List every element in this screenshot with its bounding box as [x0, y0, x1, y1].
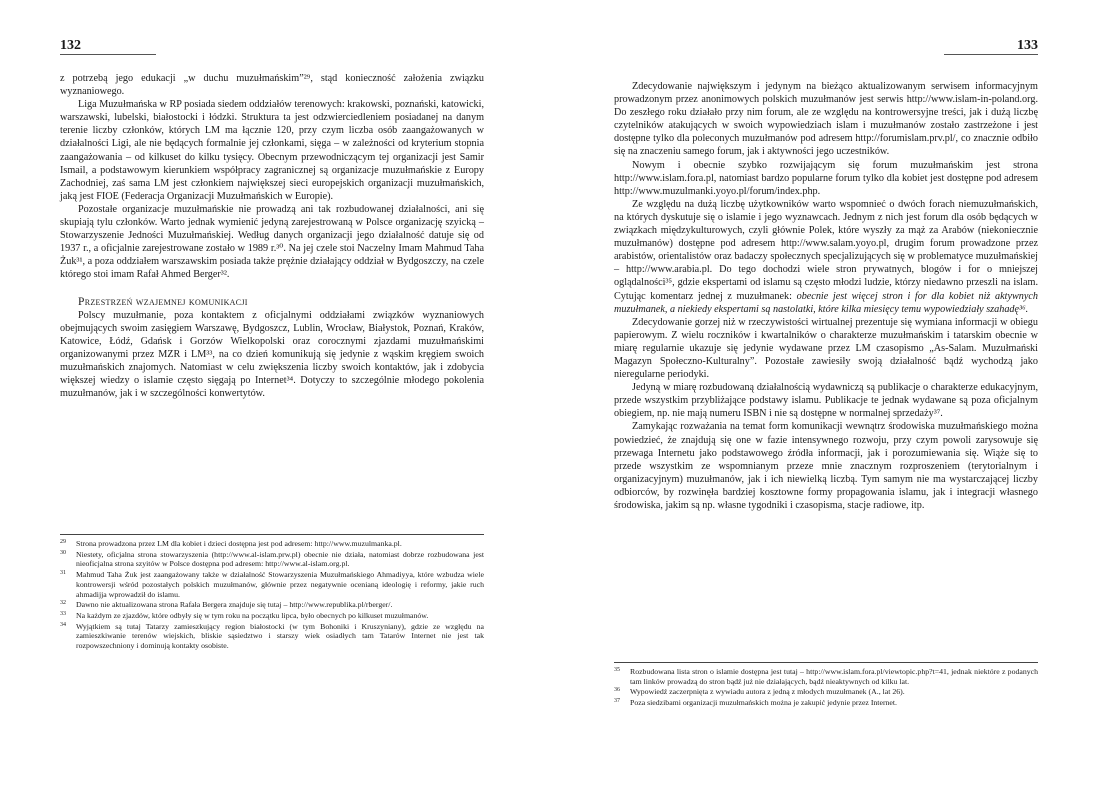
- right-paragraph: Zamykając rozważania na temat form komunikacji wewnątrz środowiska muzułmańskiego można powiedzieć, że znajdują się one w fazie intensywnego rozwoju, przy czym powoli zarysowuje się przewaga Internetu jako podstawowego źródła informacji, jak i porozumiewania się. Wiąże się to przede wszystkim ze wspomnianym przeze mnie znacznym rozproszeniem (terytorialnym i organizacyjnym) muzułmanów, jak i ich niewielką liczbą. Tym samym nie ma wystarczającej liczby odbiorców, by rozwinęła bardziej kosztowne formy propagowania islamu, jak i integracji własnego środowiska, jakim są np. własne tygodniki i czasopisma, stacje radiowe, itp.: [614, 421, 1038, 511]
- footnote-text: Na każdym ze zjazdów, które odbyły się w tym roku na początku lipca, było obecnych po kilkuset muzułmanów.: [76, 610, 429, 620]
- left-paragraph: Pozostałe organizacje muzułmańskie nie prowadzą ani tak rozbudowanej działalności, ani się skupiają tylu członków. Warto jednak wymienić jedyną zarejestrowaną w Polsce organizację szyicką – Stowarzyszenie Jedności Muzułmańskiej. Według danych organizacji jego działalność datuje się od 1937 r., a oficjalnie zarejestrowane zostało w 1989 r.³⁰. Na jej czele stoi Naczelny Imam Mahmud Taha Żuk³¹, a poza oddziałem warszawskim posiada także prężnie działający oddział w Bydgoszczy, na czele którego stoi imam Rafał Ahmed Berger³².: [60, 203, 484, 281]
- footnote-number: 30: [60, 549, 66, 556]
- left-section-paragraph: Polscy muzułmanie, poza kontaktem z oficjalnymi oddziałami związków wyznaniowych obejmujących swoim zasięgiem Warszawę, Bydgoszcz, Lublin, Wrocław, Białystok, Poznań, Kraków, Katowice, Łódź, Gdańsk i Gorzów Wielkopolski oraz corocznymi zjazdami muzułmańskimi organizowanymi przez MZR i LM³³, na co dzień komunikują się jedynie z wąskim kręgiem swoich muzułmańskich znajomych. Natomiast w celu zwiększenia liczby swoich kontaktów, jak i zdobycia większej wiedzy o islamie często sięgają po Internet³⁴. Dotyczy to szczególnie młodego pokolenia muzułmanów, jak i w szczególności konwertytów.: [60, 309, 484, 400]
- footnote-text: Strona prowadzona przez LM dla kobiet i dzieci dostępna jest pod adresem: http://www.muzulmanka.pl.: [76, 539, 402, 548]
- section-heading: Przestrzeń wzajemnej komunikacji: [78, 295, 248, 308]
- right-paragraph: Zdecydowanie największym i jedynym na bieżąco aktualizowanym serwisem informacyjnym prowadzonym przez anonimowych polskich muzułmanów jest serwis http://www.islam-in-poland.org. Do zeszłego roku działało przy nim forum, ale ze względu na kontrowersyjne treści, jak i dużą liczbę czytelników atakujących w swoich wypowiedziach islam i muzułmanów zostało zastrzeżone i jest dostępne tylko dla poleconych muzułmanów pod adresem http://forumislam.prv.pl/, co znacznie odbiło się na znaczeniu samego forum, jak i aktywności jego uczestników.: [614, 81, 1038, 158]
- footnote-text: Niestety, oficjalna strona stowarzyszenia (http://www.al-islam.prw.pl) obecnie nie działa, natomiast dobrze rozbudowana jest nieoficjalna strona szyitów w Polsce dostępna pod adresem: http://www.al-islam.org.pl.: [76, 549, 484, 569]
- right-footnotes: [614, 662, 1038, 709]
- right-paragraph: Nowym i obecnie szybko rozwijającym się forum muzułmańskim jest strona http://www.islam.fora.pl, natomiast bardzo popularne forum tylko dla kobiet jest dostępne pod adresem http://www.muzulmanki.yoyo.pl/forum/index.php.: [614, 159, 1038, 197]
- footnote: [60, 550, 484, 569]
- right-header-rule: [944, 54, 1038, 55]
- footnote-text: Rozbudowana lista stron o islamie dostępna jest tutaj – http://www.islam.fora.pl/viewtopic.php?t=41, jednak niektóre z podanych tam linków prowadzą do stron bądź już nie działających, bądź nieaktywnych od kilku lat.: [630, 667, 1038, 686]
- left-footnotes: [60, 534, 484, 652]
- footnote-number: 32: [60, 600, 66, 607]
- footnote: [60, 600, 484, 610]
- footnote: [614, 698, 1038, 708]
- footnote-number: 33: [60, 610, 66, 617]
- footnote-text: Poza siedzibami organizacji muzułmańskich można je zakupić jedynie przez Internet.: [630, 698, 898, 708]
- footnote-text: Dawno nie aktualizowana strona Rafała Bergera znajduje się tutaj – http://www.republika.pl/rberger/.: [76, 600, 393, 610]
- quote: obecnie jest więcej stron i for dla kobiet niż aktywnych muzułmanek, a niekiedy ekspertami są nastolatki, które kilka miesięcy temu wypowiedziały szahadę³⁶.: [614, 290, 1038, 315]
- right-footnote-rule: [614, 662, 1038, 663]
- footnote-number: 31: [60, 570, 66, 577]
- right-paragraph-text: Ze względu na dużą liczbę użytkowników warto wspomnieć o dwóch forach niemuzułmańskich, na których dyskutuje się o islamie i jego wyznawcach. Jednym z nich jest forum dla osób będących w związkach międzykulturowych, czyli głównie Polek, które wyszły za mąż za Arabów (niekoniecznie muzułmanów) dostępne pod adresem http://www.salam.yoyo.pl, drugim forum prowadzone przez arabistów, orientalistów oraz badaczy społecznych specjalizujących się w problematyce muzułmańskiej – http://www.arabia.pl. Do tego dochodzi wiele stron prywatnych, blogów i for o mniejszej oglądalności³⁵, gdzie ekspertami od islamu są często młodzi ludzie, którzy niedawno przeszli na islam. Cytując komentarz jednej z muzułmanek:: [614, 198, 1038, 302]
- right-paragraph: Jedyną w miarę rozbudowaną działalnością wydawniczą są publikacje o charakterze edukacyjnym, przede wszystkim przybliżające podstawy islamu. Publikacje te jednak wydawane są poza oficjalnym obiegiem, np. nie mają numeru ISBN i nie są dostępne w normalnej sprzedaży³⁷.: [614, 382, 1038, 420]
- footnote-number: 37: [614, 698, 620, 705]
- footnote-text: Mahmud Taha Żuk jest zaangażowany także w działalność Stowarzyszenia Muzułmańskiego Ahmadiyya, które wzbudza wiele kontrowersji wśród pozostałych polskich muzułmanów, głównie przez negatywnie ocenianą ideologię i reformy, jakie ruch ahmadijja wprowadził do islamu.: [76, 570, 484, 599]
- footnote-number: 34: [60, 621, 66, 628]
- footnote: [614, 667, 1038, 686]
- left-page-number: 132: [60, 38, 81, 53]
- left-footnote-rule: [60, 534, 484, 535]
- left-header-rule: [60, 54, 156, 55]
- footnote: [60, 539, 484, 549]
- footnote: [60, 622, 484, 651]
- right-paragraph: Zdecydowanie gorzej niż w rzeczywistości wirtualnej prezentuje się wymiana informacji w obiegu papierowym. Z wielu roczników i kwartalników o charakterze muzułmańskim i tatarskim obecnie w miarę regularnie ukazuje się jedynie wydawane przez LM czasopismo „As-Salam. Muzułmański Magazyn Społeczno-Kulturalny”. Pozostałe zawiesiły swoją działalność bądź wychodzą jako nieregularne periodyki.: [614, 316, 1038, 381]
- footnote-text: Wyjątkiem są tutaj Tatarzy zamieszkujący region białostocki (w tym Bohoniki i Kruszyniany), gdzie ze względu na zamieszkiwanie terenów wiejskich, bliskie sąsiedztwo i starszy wiek osiadłych tam Tatarów Internet nie jest tak rozpowszechniony i dominują kontakty osobiste.: [76, 621, 484, 651]
- left-paragraph: z potrzebą jego edukacji „w duchu muzułmańskim”²⁹, stąd konieczność założenia związku wyznaniowego.: [60, 73, 484, 98]
- footnote-number: 35: [614, 667, 620, 673]
- right-page-number: 133: [1017, 38, 1038, 53]
- left-body-text: [60, 72, 484, 400]
- right-paragraph: [614, 198, 1038, 316]
- right-body-text: [614, 80, 1038, 512]
- footnote: [60, 611, 484, 621]
- footnote-text: Wypowiedź zaczerpnięta z wywiadu autora z jedną z młodych muzułmanek (A., lat 26).: [630, 687, 905, 697]
- footnote: [614, 687, 1038, 697]
- left-paragraph: Liga Muzułmańska w RP posiada siedem oddziałów terenowych: krakowski, poznański, katowicki, warszawski, lubelski, białostocki i łódzki. Struktura ta jest odzwierciedleniem posiadanej na danym terenie liczby członków, których LM ma łącznie 120, przy czym liczba osób zaangażowanych w działalności Ligi, ale nie będących formalnie jej członkami, sięga – w zależności od kryterium stopnia zaangażowania – od kilkuset do kilku tysięcy. Obecnym przewodniczącym tej organizacji jest Samir Ismail, a podstawowym kierunkiem współpracy zagranicznej są organizacje muzułmańskie z Europy Zachodniej, zaś sama LM jest członkiem największej sieci europejskich organizacji muzułmańskich, jaką jest FIOE (Federacja Organizacji Muzułmańskich w Europie).: [60, 99, 484, 202]
- footnote-number: 29: [60, 539, 66, 545]
- footnote-number: 36: [614, 687, 620, 694]
- footnote: [60, 570, 484, 599]
